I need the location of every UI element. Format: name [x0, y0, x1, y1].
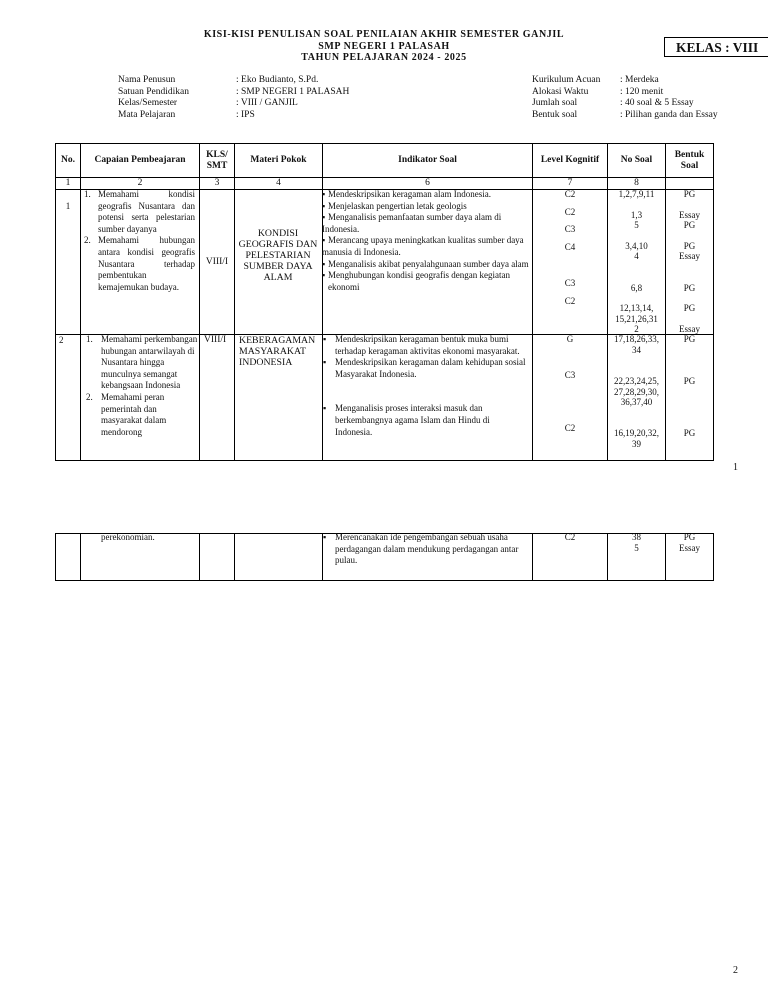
- col-number: 7: [567, 178, 573, 188]
- nosoal-value: 6,8: [630, 283, 643, 293]
- list-item: ▪ Merencanakan ide pengembangan sebuah usaha perdagangan dalam mendukung perdagangan antar pulau.: [323, 532, 519, 566]
- info-label: Jumlah soal: [532, 98, 578, 108]
- bentuk-value: PG: [683, 428, 696, 438]
- info-left-values: [236, 75, 349, 121]
- row1-capaian: [84, 189, 195, 293]
- nosoal-line: 2: [634, 324, 639, 334]
- header-no: No.: [61, 155, 75, 165]
- bentuk-value: PG: [683, 283, 696, 293]
- title-line-3: TAHUN PELAJARAN 2024 - 2025: [301, 52, 467, 63]
- nosoal-value: [608, 334, 665, 355]
- row2-indikator: [323, 334, 528, 438]
- list-item: ▪ Mendeskripsikan keragaman bentuk muka bumi terhadap keragaman aktivitas ekonomi masyarakat.: [323, 334, 520, 356]
- bentuk-value: Essay: [679, 324, 700, 334]
- nosoal-line: 38: [632, 532, 641, 542]
- list-item: 2. Memahami peran pemerintah dan masyarakat dalam mendorong: [86, 391, 167, 437]
- col-number: 3: [214, 178, 220, 188]
- header-indikator: Indikator Soal: [398, 155, 457, 165]
- info-label: Nama Penusun: [118, 75, 176, 85]
- info-value: : 120 menit: [620, 86, 664, 97]
- nosoal-value: [608, 428, 665, 449]
- level-value: G: [566, 334, 574, 344]
- level-value: C2: [564, 207, 576, 217]
- document-title: [150, 29, 618, 64]
- table-line: [234, 143, 235, 461]
- nosoal-line: 34: [632, 344, 641, 355]
- col-number: 2: [137, 178, 143, 188]
- nosoal-value: [608, 532, 665, 553]
- list-item: ▪ Mendeskripsikan keragaman dalam kehidupan sosial Masyarakat Indonesia.: [323, 357, 526, 379]
- level-value: C2: [564, 296, 576, 306]
- nosoal-line: 12,13,14,: [619, 303, 654, 313]
- row1-materi: KONDISI GEOGRAFIS DAN PELESTARIAN SUMBER DAYA ALAM: [238, 228, 318, 283]
- table-line: [234, 533, 235, 581]
- list-item: 2. Memahami hubungan antara kondisi geografis Nusantara terhadap pembentukan kemajemukan budaya.: [84, 235, 195, 292]
- table-line: [80, 533, 81, 581]
- bentuk-value: Essay: [679, 210, 700, 220]
- list-item: ▪ Mendeskripsikan keragaman alam Indonesia.: [322, 189, 491, 199]
- level-value: C2: [564, 532, 576, 542]
- bentuk-value: PG: [683, 189, 696, 199]
- bentuk-value: PG: [683, 303, 696, 313]
- bentuk-line: Essay: [679, 542, 700, 553]
- table-line: [80, 143, 81, 461]
- list-item: 1. Memahami kondisi geografis Nusantara dan potensi serta pelestarian sumber dayanya: [84, 189, 195, 234]
- header-nosoal: No Soal: [620, 155, 653, 165]
- table-line: [55, 143, 56, 461]
- info-label: Bentuk soal: [532, 109, 578, 120]
- list-item: ▪ Merancang upaya meningkatkan kualitas sumber daya manusia di Indonesia.: [322, 235, 524, 257]
- row2-capaian: [86, 334, 198, 438]
- nosoal-value: [608, 376, 665, 408]
- info-label: Mata Pelajaran: [118, 109, 176, 120]
- row3-capaian: perekonomian.: [101, 532, 155, 542]
- row2-no: 2: [59, 335, 64, 345]
- nosoal-line: 17,18,26,33,: [614, 334, 659, 344]
- bentuk-value: PG: [683, 220, 696, 230]
- list-item: 1. Memahami perkembangan hubungan antarwilayah di Nusantara hingga munculnya semangat kebangsaan Indonesia: [86, 334, 198, 391]
- row1-indikator: [322, 189, 530, 293]
- table-line: [199, 533, 200, 581]
- header-capaian: Capaian Pembeajaran: [94, 155, 186, 165]
- level-value: C3: [564, 370, 576, 380]
- bentuk-value: PG: [683, 376, 696, 386]
- info-value: : Merdeka: [620, 75, 659, 85]
- level-value: C4: [564, 242, 576, 252]
- info-value: : VIII / GANJIL: [236, 98, 298, 108]
- row2-materi: KEBERAGAMAN MASYARAKAT INDONESIA: [239, 335, 316, 368]
- table-line: [55, 533, 56, 581]
- info-label: Satuan Pendidikan: [118, 86, 189, 97]
- list-item: ▪ Menghubungan kondisi geografis dengan kegiatan ekonomi: [322, 270, 510, 292]
- table-line: [55, 580, 714, 581]
- table-line: [713, 533, 714, 581]
- nosoal-line: 22,23,24,25,: [614, 376, 659, 386]
- info-left-labels: [118, 75, 189, 121]
- info-value: : Pilihan ganda dan Essay: [620, 109, 718, 120]
- level-value: C2: [564, 423, 576, 433]
- nosoal-line: 27,28,29,30,: [614, 386, 659, 397]
- nosoal-line: 5: [634, 542, 639, 553]
- info-value: : 40 soal & 5 Essay: [620, 98, 694, 108]
- level-value: C2: [564, 189, 576, 199]
- header-bentuk: Bentuk Soal: [674, 149, 705, 171]
- row2-kls: VIII/I: [204, 335, 227, 345]
- nosoal-line: 36,37,40: [620, 397, 653, 407]
- header-kls: KLS/ SMT: [206, 149, 228, 171]
- col-number: 1: [65, 178, 71, 188]
- kelas-box: KELAS : VIII: [664, 37, 768, 57]
- info-right-values: [620, 75, 718, 121]
- header-materi: Materi Pokok: [250, 155, 307, 165]
- list-item: ▪ Menganalisis proses interaksi masuk dan berkembangnya agama Islam dan Hindu di Indonesia.: [323, 403, 490, 437]
- row1-no: 1: [65, 201, 71, 211]
- info-label: Kurikulum Acuan: [532, 75, 601, 85]
- bentuk-value: Essay: [679, 251, 700, 261]
- nosoal-value: 4: [634, 251, 639, 261]
- nosoal-value: [608, 303, 665, 335]
- nosoal-value: 3,4,10: [625, 241, 648, 251]
- header-level: Level Kognitif: [540, 155, 600, 165]
- col-number: 4: [276, 178, 281, 188]
- nosoal-line: 16,19,20,32,: [614, 428, 659, 438]
- list-item: ▪ Menjelaskan pengertian letak geologis: [322, 200, 467, 211]
- list-item: ▪ Menganalisis akibat penyalahgunaan sumber daya alam: [322, 258, 529, 269]
- nosoal-line: 15,21,26,31: [615, 313, 658, 324]
- nosoal-value: 1,2,7,9,11: [618, 189, 655, 199]
- level-value: C3: [564, 224, 576, 234]
- page-number: 1: [733, 462, 738, 473]
- col-number: 6: [425, 178, 430, 188]
- table-line: [199, 143, 200, 461]
- col-number: 8: [634, 178, 639, 188]
- nosoal-value: 5: [634, 220, 639, 230]
- bentuk-line: PG: [683, 532, 696, 542]
- info-value: : IPS: [236, 109, 255, 120]
- info-label: Kelas/Semester: [118, 98, 178, 108]
- info-right-labels: [532, 75, 600, 121]
- row3-indikator: [323, 532, 528, 567]
- bentuk-value: [666, 532, 713, 553]
- info-value: : SMP NEGERI 1 PALASAH: [236, 86, 350, 97]
- table-line: [55, 460, 714, 461]
- title-line-2: SMP NEGERI 1 PALASAH: [318, 40, 450, 52]
- info-value: : Eko Budianto, S.Pd.: [236, 75, 319, 85]
- list-item: ▪ Menganalisis pemanfaatan sumber daya alam di Indonesia.: [322, 212, 502, 234]
- bentuk-value: PG: [683, 241, 696, 251]
- title-line-1: KISI-KISI PENULISAN SOAL PENILAIAN AKHIR SEMESTER GANJIL: [203, 29, 565, 40]
- bentuk-value: PG: [683, 334, 696, 344]
- info-label: Alokasi Waktu: [532, 86, 589, 97]
- nosoal-line: 39: [632, 438, 641, 449]
- nosoal-value: 1,3: [630, 210, 643, 220]
- table-line: [713, 143, 714, 461]
- level-value: C3: [564, 278, 576, 288]
- page-number: 2: [733, 965, 738, 976]
- row1-kls: VIII/I: [205, 257, 229, 267]
